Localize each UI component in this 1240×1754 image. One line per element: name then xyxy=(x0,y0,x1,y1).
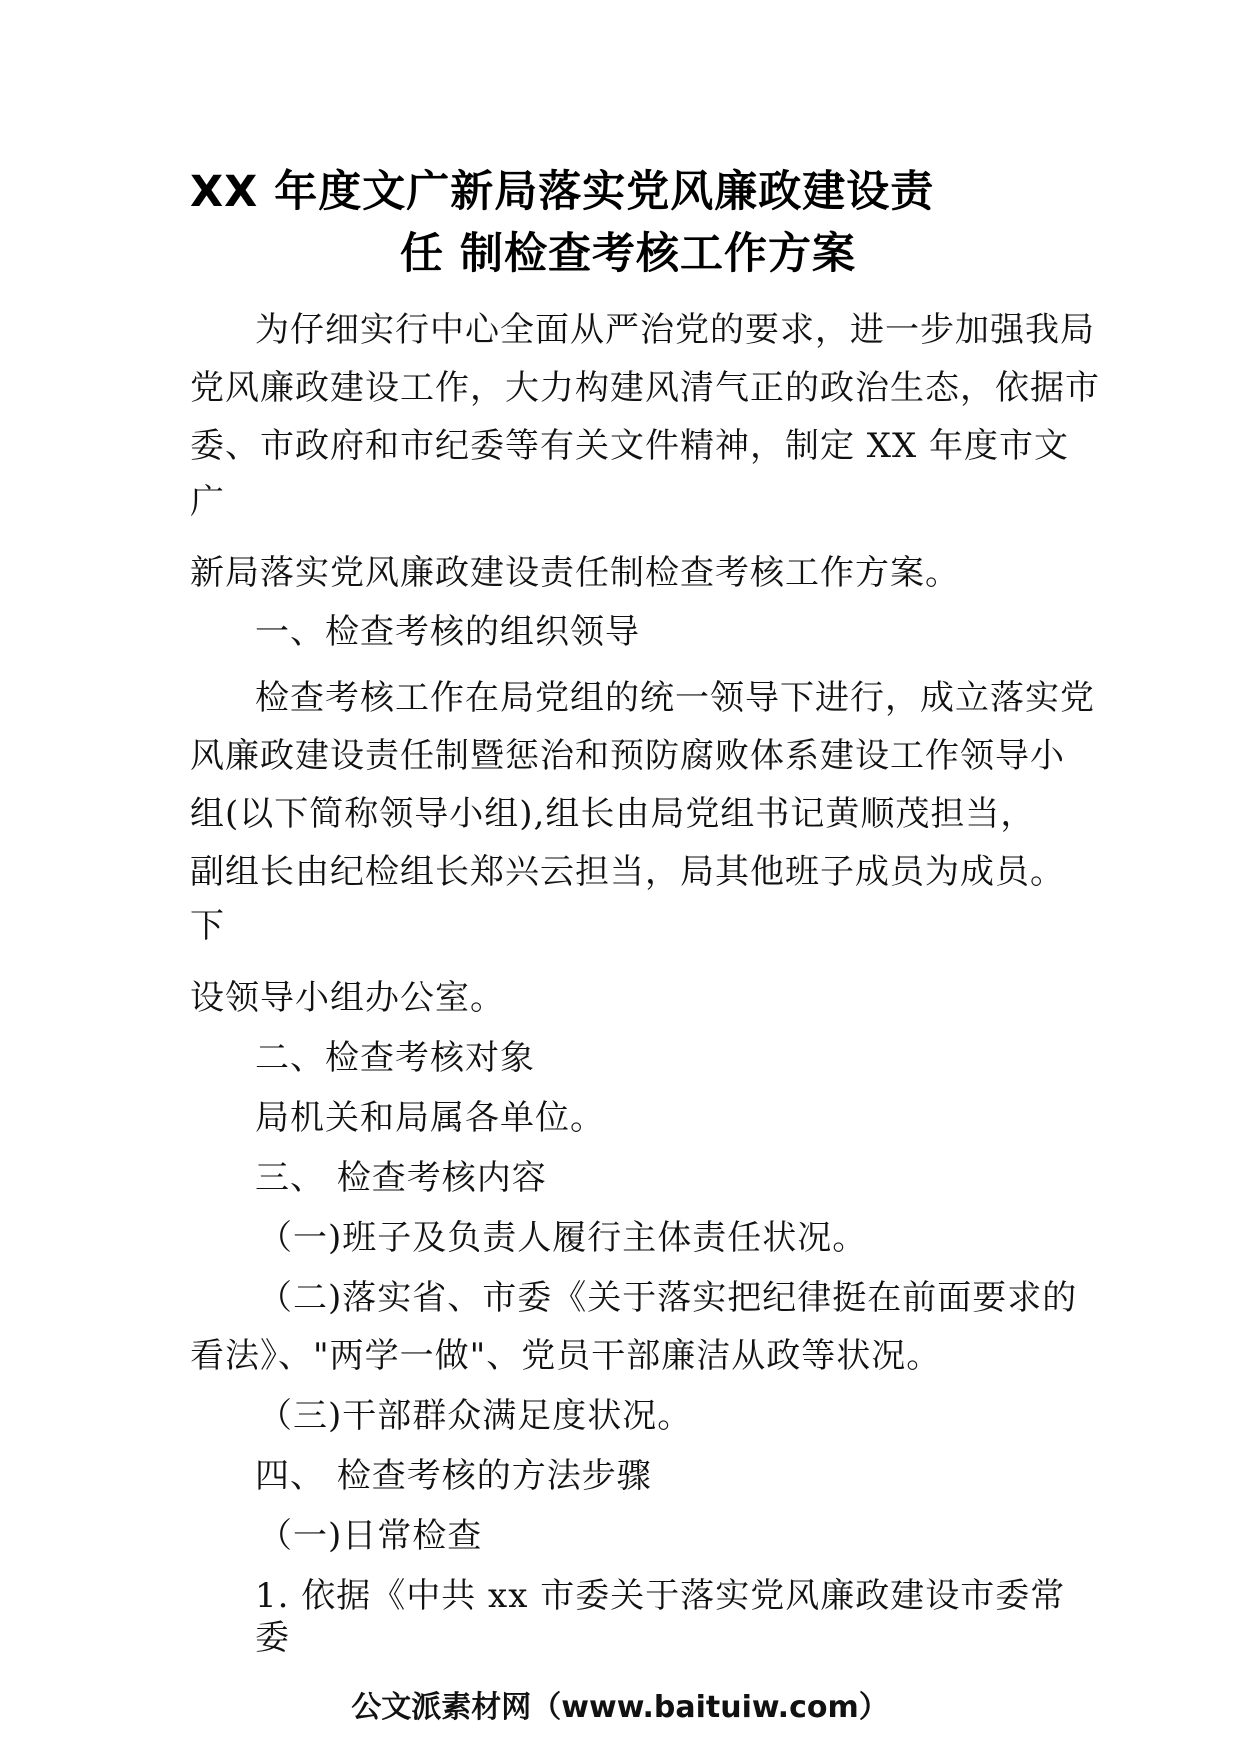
body-line: 新局落实党风廉政建设责任制检查考核工作方案。 xyxy=(190,553,960,593)
body-line: 为仔细实行中心全面从严治党的要求，进一步加强我局 xyxy=(255,310,1095,350)
body-line: 委 xyxy=(255,1618,290,1658)
document-title-line-1: XX 年度文广新局落实党风廉政建设责 xyxy=(190,167,935,217)
body-line: 下 xyxy=(190,906,225,946)
body-line: 委、市政府和市纪委等有关文件精神，制定 XX 年度市文 xyxy=(190,426,1070,466)
footer-watermark: 公文派素材网（www.baituiw.com） xyxy=(351,1690,889,1725)
body-line: 检查考核工作在局党组的统一领导下进行，成立落实党 xyxy=(255,678,1095,718)
list-item: （一)班子及负责人履行主体责任状况。 xyxy=(258,1218,868,1258)
body-line: 广 xyxy=(190,482,225,522)
section-heading: 四、 检查考核的方法步骤 xyxy=(255,1456,652,1496)
body-line: 看法》、"两学一做"、党员干部廉洁从政等状况。 xyxy=(190,1336,942,1376)
body-line: 1. 依据《中共 xx 市委关于落实党风廉政建设市委常 xyxy=(255,1576,1066,1616)
body-line: 副组长由纪检组长郑兴云担当，局其他班子成员为成员。 xyxy=(190,852,1065,892)
body-line: 设领导小组办公室。 xyxy=(190,978,505,1018)
list-item: （三)干部群众满足度状况。 xyxy=(258,1396,693,1436)
body-line: 党风廉政建设工作，大力构建风清气正的政治生态，依据市 xyxy=(190,368,1100,408)
list-item: （二)落实省、市委《关于落实把纪律挺在前面要求的 xyxy=(258,1278,1078,1318)
body-line: 局机关和局属各单位。 xyxy=(255,1098,605,1138)
list-item: （一)日常检查 xyxy=(258,1516,483,1556)
body-line: 组(以下简称领导小组),组长由局党组书记黄顺茂担当， xyxy=(190,794,1036,834)
section-heading: 一、检查考核的组织领导 xyxy=(255,612,640,652)
section-heading: 三、 检查考核内容 xyxy=(255,1158,547,1198)
document-title-line-2: 任 制检查考核工作方案 xyxy=(400,229,856,279)
section-heading: 二、检查考核对象 xyxy=(255,1038,535,1078)
body-line: 风廉政建设责任制暨惩治和预防腐败体系建设工作领导小 xyxy=(190,736,1065,776)
